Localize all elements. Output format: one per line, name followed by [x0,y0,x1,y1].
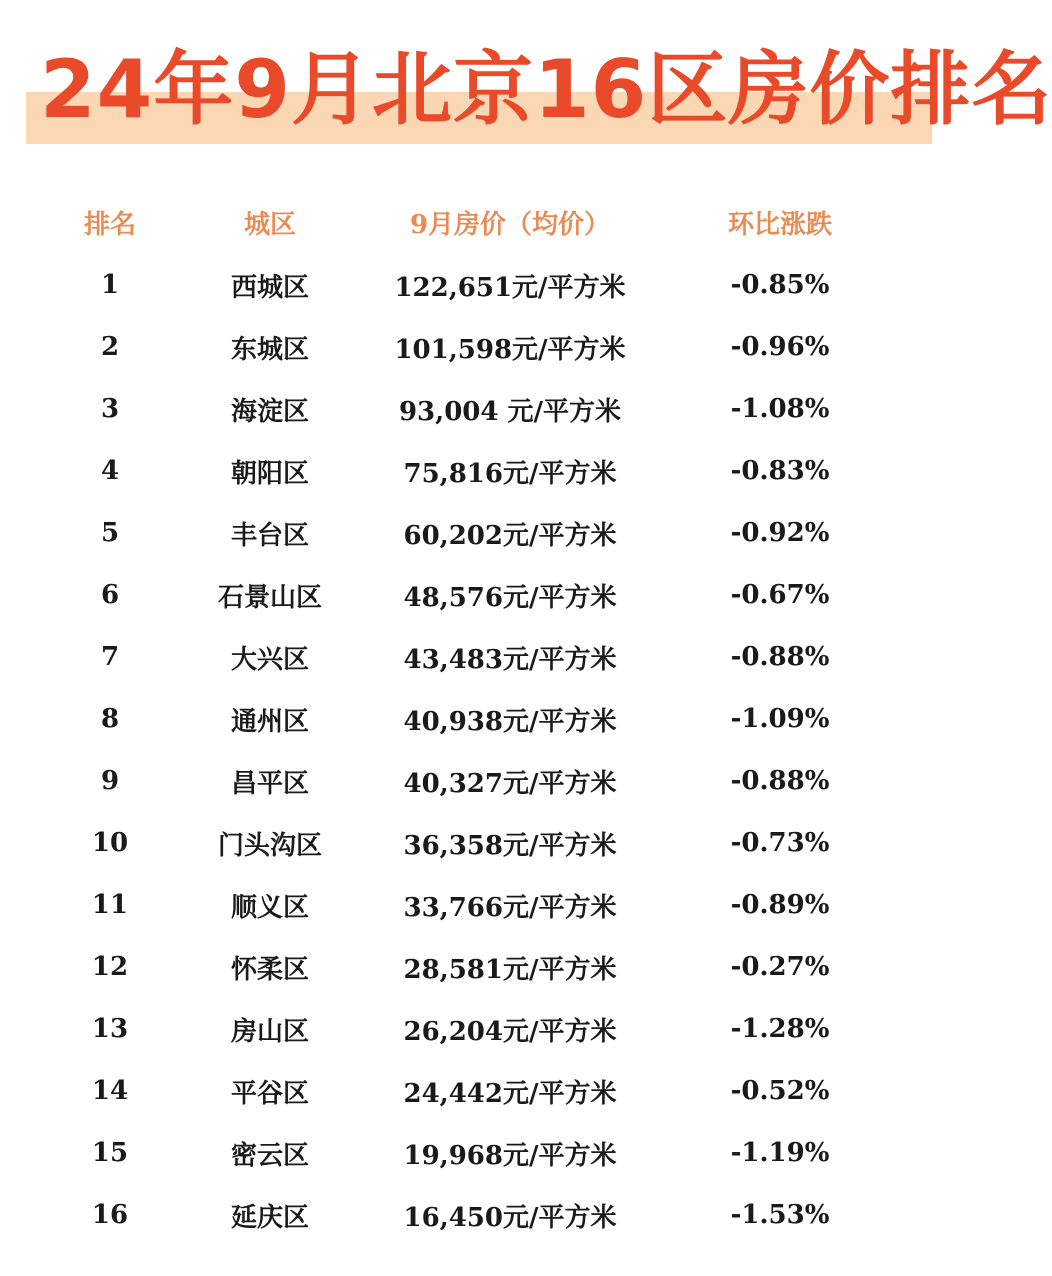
district-cell: 门头沟区 [217,830,322,861]
district-cell: 丰台区 [230,520,309,551]
table-header-row [0,190,932,254]
price-cell: 16,450元/平方米 [403,1202,617,1233]
rank-cell: 7 [100,642,120,672]
rank-cell: 14 [91,1076,129,1106]
table-row [0,626,932,688]
table-row [0,1122,932,1184]
district-cell: 石景山区 [217,582,322,613]
price-cell: 101,598元/平方米 [394,334,626,365]
table-row [0,440,932,502]
title-area [0,0,1052,160]
rank-cell: 13 [91,1014,129,1044]
change-cell: -0.67% [730,580,830,610]
price-cell: 48,576元/平方米 [403,582,617,613]
change-cell: -0.83% [730,456,830,486]
table-row [0,378,932,440]
change-cell: -0.96% [730,332,830,362]
rank-cell: 6 [100,580,120,610]
district-cell: 怀柔区 [230,954,309,985]
price-cell: 75,816元/平方米 [403,458,617,489]
district-cell: 延庆区 [230,1202,309,1233]
table-row [0,564,932,626]
price-cell: 60,202元/平方米 [403,520,617,551]
header-rank: 排名 [83,209,136,240]
ranking-table [0,190,932,1246]
price-cell: 26,204元/平方米 [403,1016,617,1047]
header-price: 9月房价（均价） [409,209,611,240]
table-row [0,254,932,316]
district-cell: 大兴区 [230,644,309,675]
change-cell: -1.53% [730,1200,830,1230]
table-row [0,812,932,874]
change-cell: -0.73% [730,828,830,858]
district-cell: 房山区 [230,1016,309,1047]
change-cell: -0.27% [730,952,830,982]
district-cell: 朝阳区 [230,458,309,489]
change-cell: -0.52% [730,1076,830,1106]
table-row [0,316,932,378]
change-cell: -0.89% [730,890,830,920]
district-cell: 密云区 [230,1140,309,1171]
rank-cell: 4 [100,456,120,486]
table-row [0,502,932,564]
rank-cell: 16 [91,1200,129,1230]
rank-cell: 2 [100,332,120,362]
rank-cell: 9 [100,766,120,796]
rank-cell: 8 [100,704,120,734]
district-cell: 昌平区 [230,768,309,799]
rank-cell: 3 [100,394,120,424]
table-row [0,936,932,998]
district-cell: 海淀区 [230,396,309,427]
price-cell: 93,004 元/平方米 [398,396,622,427]
district-cell: 东城区 [230,334,309,365]
district-cell: 西城区 [230,272,309,303]
rank-cell: 10 [91,828,129,858]
change-cell: -0.85% [730,270,830,300]
district-cell: 通州区 [230,706,309,737]
price-cell: 43,483元/平方米 [403,644,617,675]
district-cell: 顺义区 [230,892,309,923]
district-cell: 平谷区 [230,1078,309,1109]
change-cell: -0.88% [730,766,830,796]
price-cell: 28,581元/平方米 [403,954,617,985]
rank-cell: 1 [100,270,120,300]
header-district: 城区 [243,209,296,240]
price-cell: 40,938元/平方米 [403,706,617,737]
change-cell: -0.88% [730,642,830,672]
change-cell: -1.19% [730,1138,830,1168]
table-row [0,1184,932,1246]
page-title: 24年9月北京16区房价排名 [40,43,1052,136]
change-cell: -0.92% [730,518,830,548]
rank-cell: 12 [91,952,129,982]
rank-cell: 5 [100,518,120,548]
table-body [0,254,932,1246]
change-cell: -1.09% [730,704,830,734]
price-cell: 122,651元/平方米 [394,272,626,303]
table-row [0,750,932,812]
price-cell: 24,442元/平方米 [403,1078,617,1109]
price-cell: 33,766元/平方米 [403,892,617,923]
table-row [0,998,932,1060]
rank-cell: 15 [91,1138,129,1168]
table-row [0,1060,932,1122]
table-row [0,688,932,750]
price-cell: 40,327元/平方米 [403,768,617,799]
table-row [0,874,932,936]
price-cell: 19,968元/平方米 [403,1140,617,1171]
header-change: 环比涨跌 [727,209,832,240]
rank-cell: 11 [91,890,129,920]
change-cell: -1.08% [730,394,830,424]
change-cell: -1.28% [730,1014,830,1044]
price-cell: 36,358元/平方米 [403,830,617,861]
